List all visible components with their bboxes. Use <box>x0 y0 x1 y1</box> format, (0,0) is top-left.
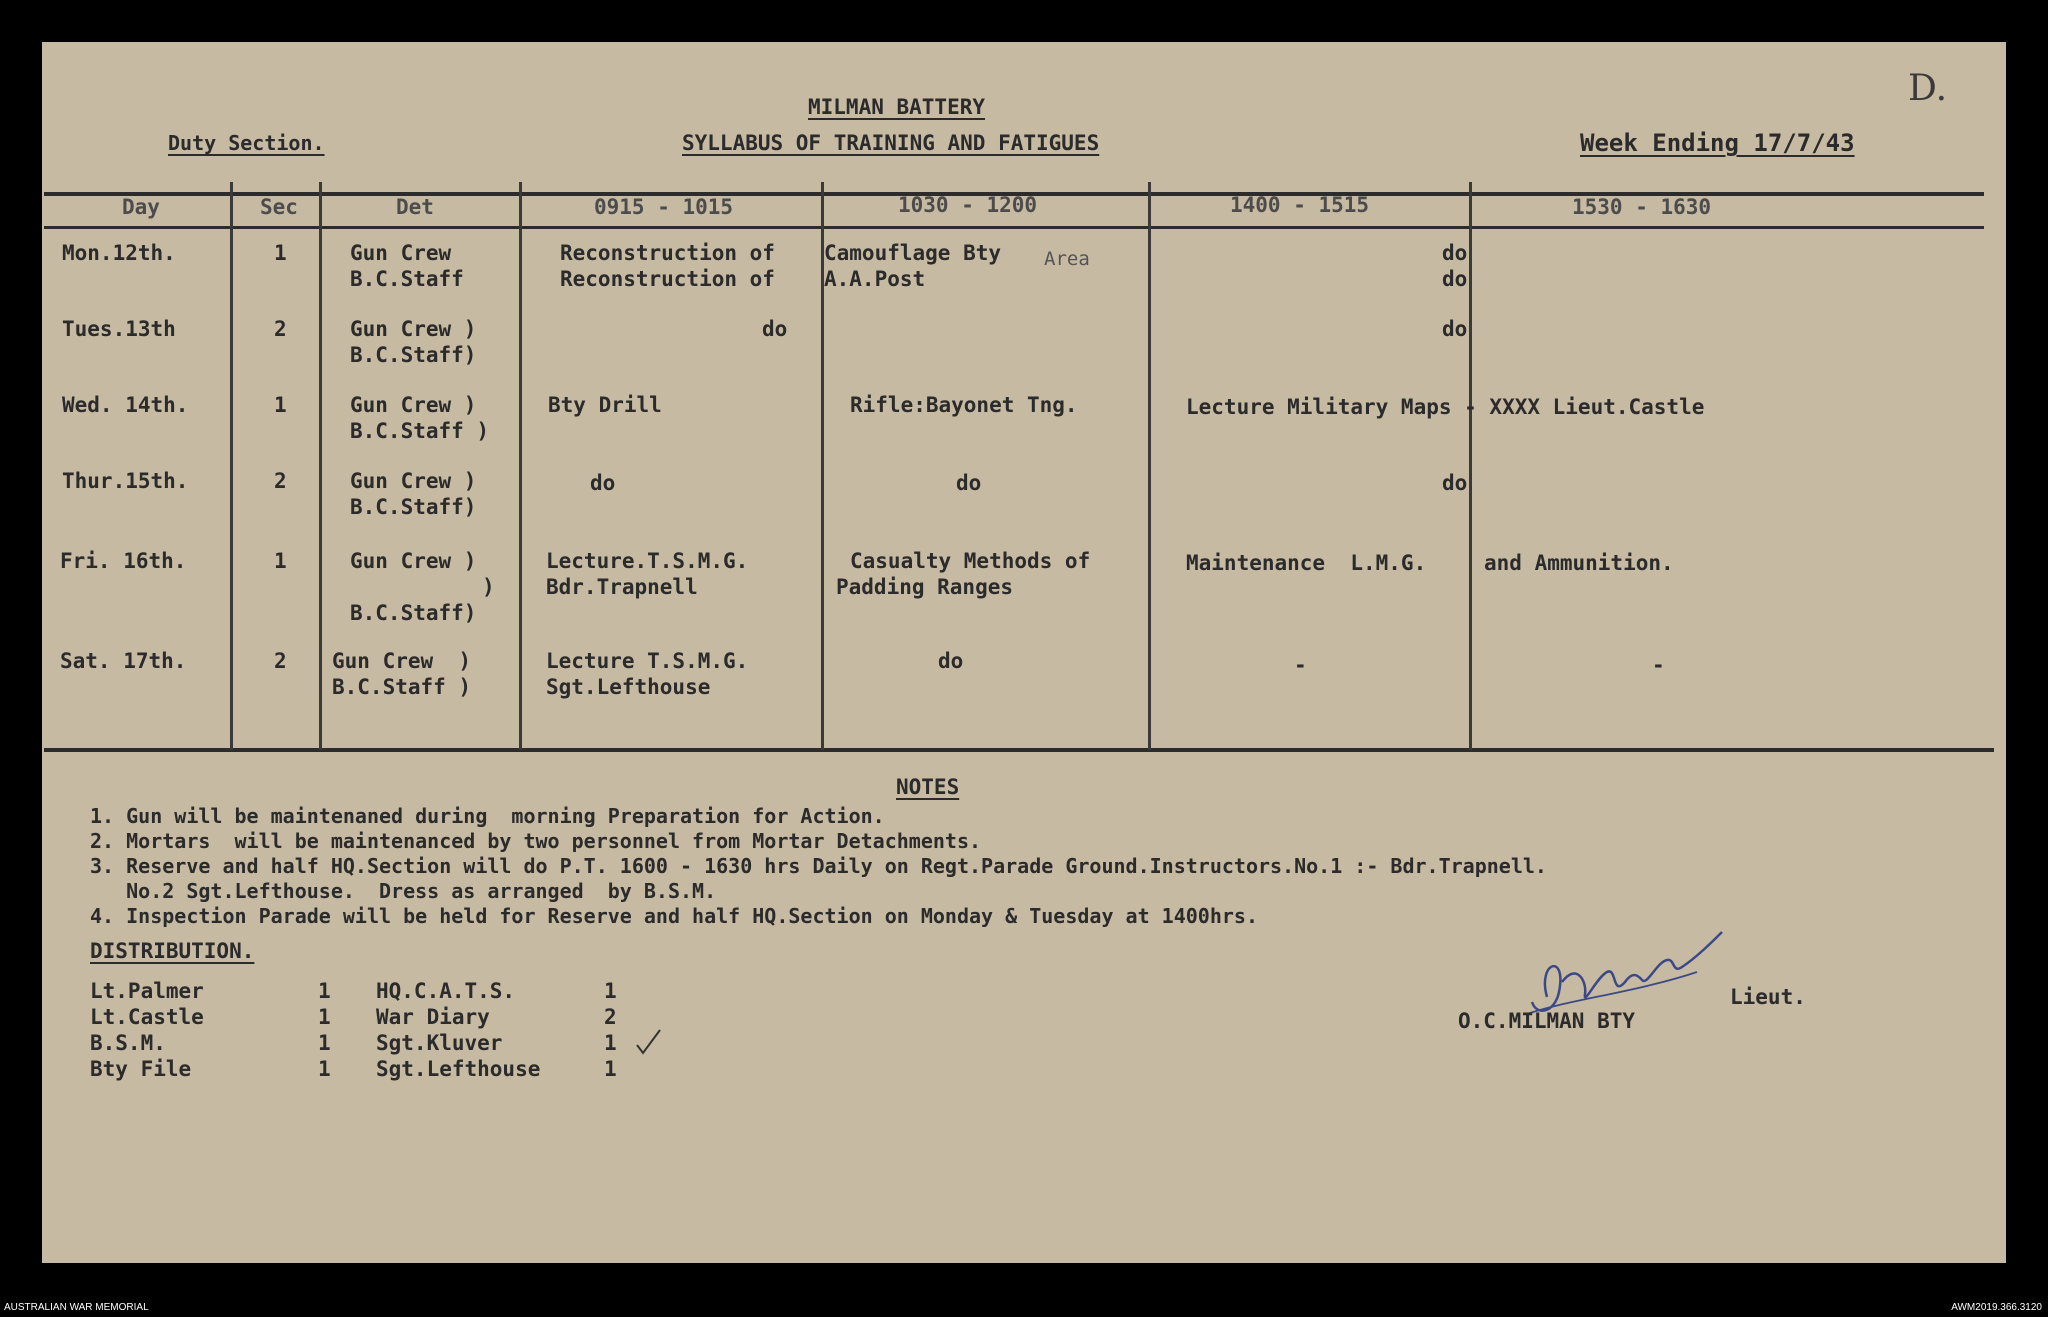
row-slot-0915 <box>546 648 748 700</box>
note-item: 1. Gun will be maintenaned during morning Preparation for Action. <box>90 804 885 828</box>
notes-heading: NOTES <box>896 775 960 799</box>
distribution-name: B.S.M. <box>90 1031 166 1055</box>
row-day: Mon.12th. <box>62 241 176 265</box>
row-sec: 2 <box>274 649 287 673</box>
det-line: Gun Crew ) <box>350 549 477 573</box>
det-line: B.C.Staff) <box>350 601 477 625</box>
column-header-1530: 1530 - 1630 <box>1572 195 1712 219</box>
distribution-qty: 1 <box>318 1031 331 1055</box>
row-det <box>350 468 476 520</box>
document-title: SYLLABUS OF TRAINING AND FATIGUES <box>682 131 1100 155</box>
row-day: Thur.15th. <box>62 469 189 493</box>
col-divider <box>1148 182 1151 750</box>
slot-line: Reconstruction of <box>560 267 775 291</box>
row-slot-1030: do <box>938 649 964 673</box>
distribution-name: War Diary <box>376 1005 490 1029</box>
row-det <box>350 240 464 292</box>
row-det <box>350 392 489 444</box>
slot-line: Padding Ranges <box>836 575 1014 599</box>
footer-left: AUSTRALIAN WAR MEMORIAL <box>4 1302 149 1313</box>
row-slot-0915 <box>546 548 748 600</box>
column-header-1030: 1030 - 1200 <box>898 193 1038 217</box>
row-slot-1530: and Ammunition. <box>1484 551 1674 575</box>
column-header-det: Det <box>396 195 434 219</box>
det-line: B.C.Staff ) <box>350 419 490 443</box>
slot-line: Camouflage Bty <box>824 241 1002 265</box>
row-day: Wed. 14th. <box>62 393 189 417</box>
row-slot-0915: Bty Drill <box>548 393 662 417</box>
signature-title: O.C.MILMAN BTY <box>1458 1009 1636 1033</box>
distribution-qty: 1 <box>604 979 617 1003</box>
row-slot-1400: - <box>1294 653 1307 677</box>
col-divider <box>1469 182 1472 750</box>
table-bottom-rule <box>44 748 1994 752</box>
row-det <box>332 648 471 700</box>
slot-line: Lecture T.S.M.G. <box>546 649 749 673</box>
document-page <box>42 42 2006 1263</box>
row-sec: 1 <box>274 241 287 265</box>
row-day: Tues.13th <box>62 317 176 341</box>
slot-line: Casualty Methods of <box>850 549 1091 573</box>
slot-line: do <box>1442 267 1468 291</box>
det-line: ) <box>482 575 495 599</box>
row-slot-1530: - <box>1652 653 1665 677</box>
distribution-name: HQ.C.A.T.S. <box>376 979 516 1003</box>
row-slot-1400 <box>1442 240 1467 292</box>
column-header-sec: Sec <box>260 195 298 219</box>
distribution-name: Lt.Palmer <box>90 979 204 1003</box>
det-line: Gun Crew ) <box>350 317 477 341</box>
distribution-name: Sgt.Lefthouse <box>376 1057 541 1081</box>
row-slot-1400: do <box>1442 471 1468 495</box>
col-divider <box>519 182 522 750</box>
distribution-name: Sgt.Kluver <box>376 1031 503 1055</box>
det-line: Gun Crew <box>350 241 452 265</box>
det-line: Gun Crew ) <box>332 649 472 673</box>
det-line: B.C.Staff) <box>350 343 477 367</box>
det-line: B.C.Staff ) <box>332 675 472 699</box>
row-slot-1030 <box>824 240 1001 292</box>
row-slot-0915 <box>560 240 775 292</box>
distribution-name: Lt.Castle <box>90 1005 204 1029</box>
distribution-qty: 1 <box>604 1031 617 1055</box>
handwritten-area-note: Area <box>1044 248 1090 270</box>
distribution-qty: 2 <box>604 1005 617 1029</box>
row-sec: 1 <box>274 549 287 573</box>
det-line: Gun Crew ) <box>350 469 477 493</box>
slot-line: do <box>1442 241 1468 265</box>
distribution-name: Bty File <box>90 1057 192 1081</box>
row-det <box>350 548 495 626</box>
col-divider <box>319 182 322 750</box>
distribution-heading: DISTRIBUTION. <box>90 939 255 963</box>
det-line: B.C.Staff <box>350 267 464 291</box>
row-sec: 2 <box>274 317 287 341</box>
row-slot-1400: Lecture Military Maps - XXXX Lieut.Castle <box>1186 395 1705 419</box>
row-slot-1400: Maintenance L.M.G. <box>1186 551 1427 575</box>
note-item: 3. Reserve and half HQ.Section will do P.T. 1600 - 1630 hrs Daily on Regt.Parade Ground.Instructors.No.1 :- Bdr.Trapnell. <box>90 854 1547 878</box>
row-slot-1030 <box>836 548 1090 600</box>
row-sec: 2 <box>274 469 287 493</box>
slot-line: Lecture.T.S.M.G. <box>546 549 749 573</box>
check-mark-icon <box>634 1027 664 1057</box>
slot-line: Reconstruction of <box>560 241 775 265</box>
column-header-0915: 0915 - 1015 <box>594 195 734 219</box>
row-day: Fri. 16th. <box>60 549 187 573</box>
slot-line: Bdr.Trapnell <box>546 575 698 599</box>
row-slot-1400: do <box>1442 317 1468 341</box>
col-divider <box>230 182 233 750</box>
row-day: Sat. 17th. <box>60 649 187 673</box>
note-item: No.2 Sgt.Lefthouse. Dress as arranged by B.S.M. <box>90 879 717 903</box>
distribution-qty: 1 <box>318 1005 331 1029</box>
distribution-qty: 1 <box>318 1057 331 1081</box>
row-slot-1030: do <box>956 471 982 495</box>
slot-line: Sgt.Lefthouse <box>546 675 711 699</box>
distribution-qty: 1 <box>604 1057 617 1081</box>
duty-section-label: Duty Section. <box>168 131 325 155</box>
row-det <box>350 316 476 368</box>
row-slot-0915: do <box>762 317 788 341</box>
notes-list <box>90 804 1547 929</box>
column-header-day: Day <box>122 195 160 219</box>
unit-title: MILMAN BATTERY <box>808 95 986 119</box>
signature-rank: Lieut. <box>1730 985 1806 1009</box>
column-header-1400: 1400 - 1515 <box>1230 193 1370 217</box>
table-header-rule <box>44 226 1984 229</box>
row-sec: 1 <box>274 393 287 417</box>
row-slot-0915: do <box>590 471 616 495</box>
slot-line: A.A.Post <box>824 267 926 291</box>
det-line: Gun Crew ) <box>350 393 477 417</box>
distribution-qty: 1 <box>318 979 331 1003</box>
footer-right: AWM2019.366.3120 <box>1951 1302 2042 1313</box>
page-mark: D. <box>1908 68 1948 109</box>
week-ending: Week Ending 17/7/43 <box>1580 129 1855 157</box>
det-line: B.C.Staff) <box>350 495 477 519</box>
note-item: 2. Mortars will be maintenanced by two personnel from Mortar Detachments. <box>90 829 982 853</box>
row-slot-1030: Rifle:Bayonet Tng. <box>850 393 1078 417</box>
note-item: 4. Inspection Parade will be held for Reserve and half HQ.Section on Monday & Tuesday at 1400hrs. <box>90 904 1258 928</box>
